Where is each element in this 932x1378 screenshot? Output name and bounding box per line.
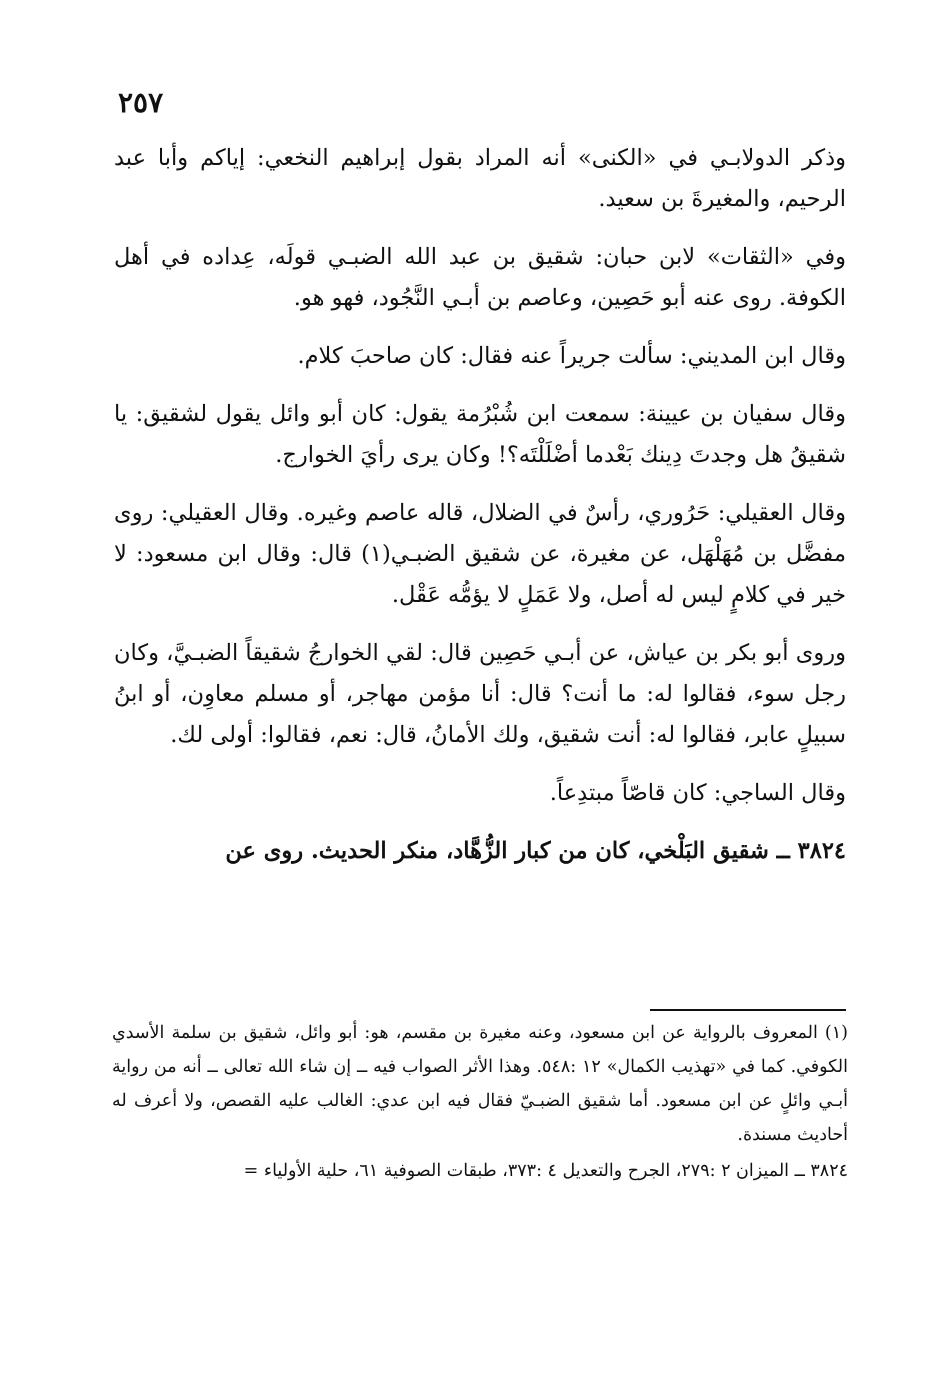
paragraph [114, 138, 846, 220]
page-number: ٢٥٧ [118, 86, 164, 119]
footnote-divider [650, 1009, 846, 1011]
paragraph-text: وقال سفيان بن عيينة: سمعت ابن شُبْرُمة يقول: كان أبو وائل يقول لشقيق: يا شقيقُ هل وجدتَ دِينك بَعْدما أضْلَلْتَه؟! وكان يرى رأيَ الخوارج. [114, 401, 846, 468]
paragraph-text: وقال ابن المديني: سألت جريراً عنه فقال: كان صاحبَ كلام. [297, 343, 846, 369]
paragraph [114, 633, 846, 756]
paragraph-text: وروى أبو بكر بن عياش، عن أبـي حَصِين قال: لقي الخوارجُ شقيقاً الضبـيَّ، وكان رجل سوء، فقالوا له: ما أنت؟ قال: أنا مؤمن مهاجر، أو مسلم معاوِن، أو ابنُ سبيلٍ عابر، فقالوا له: أنت شقيق، ولك الأمانُ، قال: نعم، فقالوا: أولى لك. [114, 640, 846, 748]
footnotes [112, 1016, 848, 1188]
paragraph-text: وفي «الثقات» لابن حبان: شقيق بن عبد الله الضبـي قولَه، عِداده في أهل الكوفة. روى عنه أبو حَصِين، وعاصم بن أبـي النَّجُود، فهو هو. [114, 244, 846, 311]
paragraph-text: وقال الساجي: كان قاصّاً مبتدِعاً. [549, 780, 846, 806]
sources-line: ٣٨٢٤ ــ الميزان ٢ :٢٧٩، الجرح والتعديل ٤ :٣٧٣، طبقات الصوفية ٦١، حلية الأولياء = [243, 1161, 848, 1181]
paragraph-text: وذكر الدولابـي في «الكنى» أنه المراد بقول إبراهيم النخعي: إياكم وأبا عبد الرحيم، والمغيرةَ بن سعيد. [114, 145, 846, 212]
paragraph [114, 394, 846, 476]
paragraph-text: وقال العقيلي: حَرُوري، رأسٌ في الضلال، قاله عاصم وغيره. وقال العقيلي: روى مفضَّل بن مُهَلْهَل، عن مغيرة، عن شقيق الضبـي(١) قال: وقال ابن مسعود: لا خير في كلامٍ ليس له أصل، ولا عَمَلٍ لا يؤمُّه عَقْل. [114, 500, 846, 608]
paragraph [114, 493, 846, 616]
paragraph [114, 336, 846, 377]
paragraph [114, 237, 846, 319]
main-text [114, 138, 846, 889]
footnote-text: (١) المعروف بالرواية عن ابن مسعود، وعنه مغيرة بن مقسم، هو: أبو وائل، شقيق بن سلمة الأسدي الكوفي. كما في «تهذيب الكمال» ١٢ :٥٤٨. وهذا الأثر الصواب فيه ــ إن شاء الله تعالى ــ أنه من رواية أبـي وائلٍ عن ابن مسعود. أما شقيق الضبـيّ فقال فيه ابن عدي: الغالب عليه القصص، ولا أعرف له أحاديث مسندة. [112, 1023, 848, 1145]
paragraph-text: ٣٨٢٤ ــ شقيق البَلْخي، كان من كبار الزُّهَّاد، منكر الحديث. روى عن [225, 838, 846, 864]
paragraph [114, 773, 846, 814]
entry-heading [114, 831, 846, 872]
